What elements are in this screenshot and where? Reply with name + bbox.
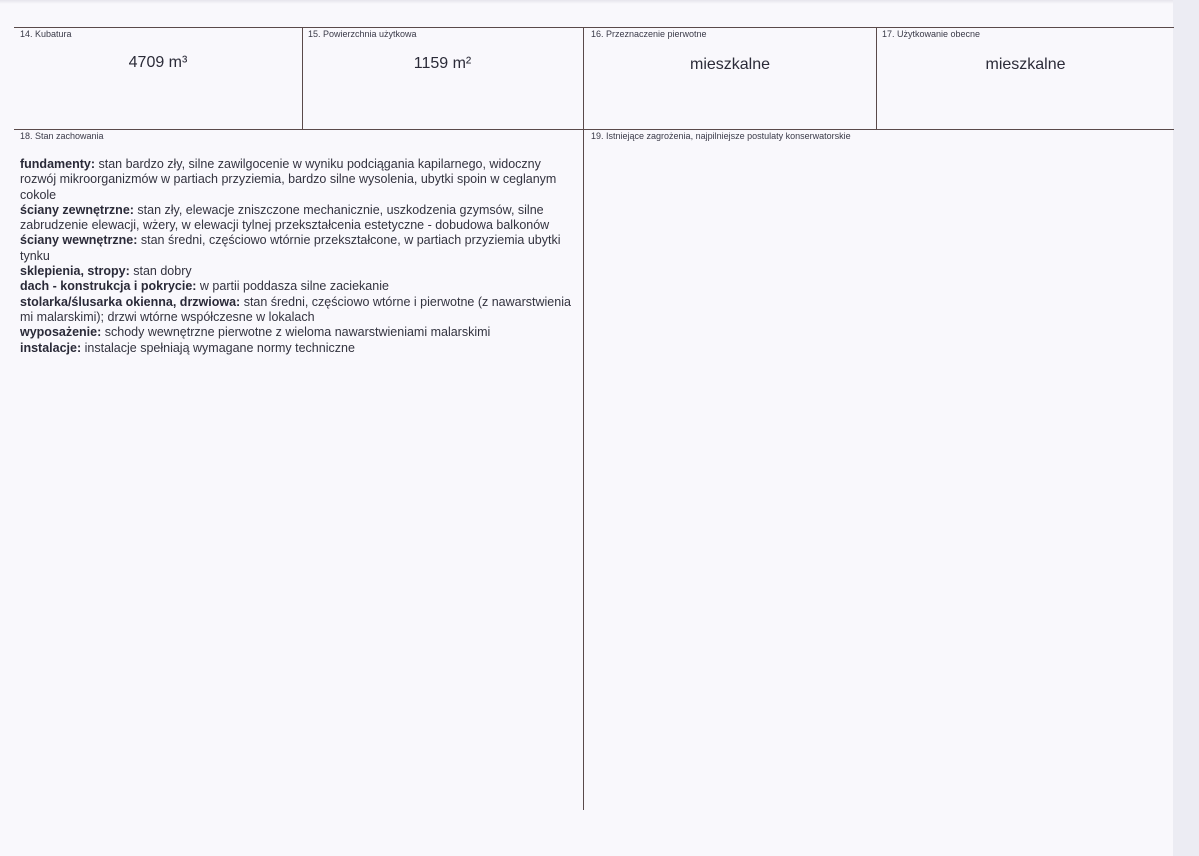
condition-entry (20, 325, 575, 340)
field-15-label: 15. Powierzchnia użytkowa (308, 29, 417, 39)
field-15-value: 1159 m² (413, 55, 472, 72)
divider-14-15 (302, 27, 303, 129)
condition-entry (20, 295, 575, 326)
condition-entry (20, 341, 575, 356)
condition-term: ściany wewnętrzne: (20, 233, 138, 248)
condition-term: instalacje: (20, 340, 82, 355)
condition-term: dach - konstrukcja i pokrycie: (20, 279, 197, 294)
condition-term: sklepienia, stropy: (20, 264, 130, 279)
condition-term: wyposażenie: (20, 325, 102, 340)
condition-entry (20, 264, 575, 279)
field-16-label: 16. Przeznaczenie pierwotne (591, 29, 707, 39)
condition-text: w partii poddasza silne zaciekanie (196, 279, 389, 294)
divider-15-16 (583, 27, 584, 810)
field-14-value: 4709 m³ (128, 54, 188, 71)
condition-term: fundamenty: (20, 157, 95, 171)
condition-text: stan średni, częściowo wtórnie przekształcone, w partiach przyziemia ubytki tynku (20, 233, 561, 263)
middle-rule (14, 129, 1174, 130)
condition-text: stan średni, częściowo wtórne i pierwotne (z nawarstwienia mi malarskimi); drzwi wtórne współczesne w lokalach (20, 294, 571, 324)
condition-text: instalacje spełniają wymagane normy techniczne (81, 340, 355, 355)
divider-16-17 (876, 27, 877, 129)
top-rule (14, 27, 1174, 28)
field-16-value: mieszkalne (689, 56, 771, 73)
card-right-edge (1173, 0, 1199, 856)
field-14-label: 14. Kubatura (20, 29, 72, 39)
condition-entry (20, 233, 575, 264)
condition-text: stan zły, elewacje zniszczone mechanicznie, uszkodzenia gzymsów, silne zabrudzenie elewacji, wżery, w elewacji tylnej przekształcenia estetyczne - dobudowa balkonów (20, 202, 550, 233)
condition-term: ściany zewnętrzne: (20, 202, 134, 217)
condition-entry (20, 203, 575, 234)
condition-term: stolarka/ślusarka okienna, drzwiowa: (20, 294, 241, 309)
condition-text: stan dobry (129, 264, 192, 279)
field-17-value: mieszkalne (985, 56, 1066, 73)
condition-text: stan bardzo zły, silne zawilgocenie w wyniku podciągania kapilarnego, widoczny rozwój mikroorganizmów w partiach przyziemia, bardzo silne wysolenia, ubytki spoin w ceglanym cokole (20, 157, 557, 202)
field-17-label: 17. Użytkowanie obecne (882, 29, 981, 39)
condition-text: schody wewnętrzne pierwotne z wieloma nawarstwieniami malarskimi (101, 325, 491, 340)
field-19-label: 19. Istniejące zagrożenia, najpilniejsze postulaty konserwatorskie (591, 131, 851, 141)
card-top-edge (0, 0, 1199, 4)
condition-entry (20, 279, 575, 294)
condition-description (20, 157, 575, 356)
field-18-label: 18. Stan zachowania (20, 131, 104, 141)
condition-entry (20, 157, 575, 203)
